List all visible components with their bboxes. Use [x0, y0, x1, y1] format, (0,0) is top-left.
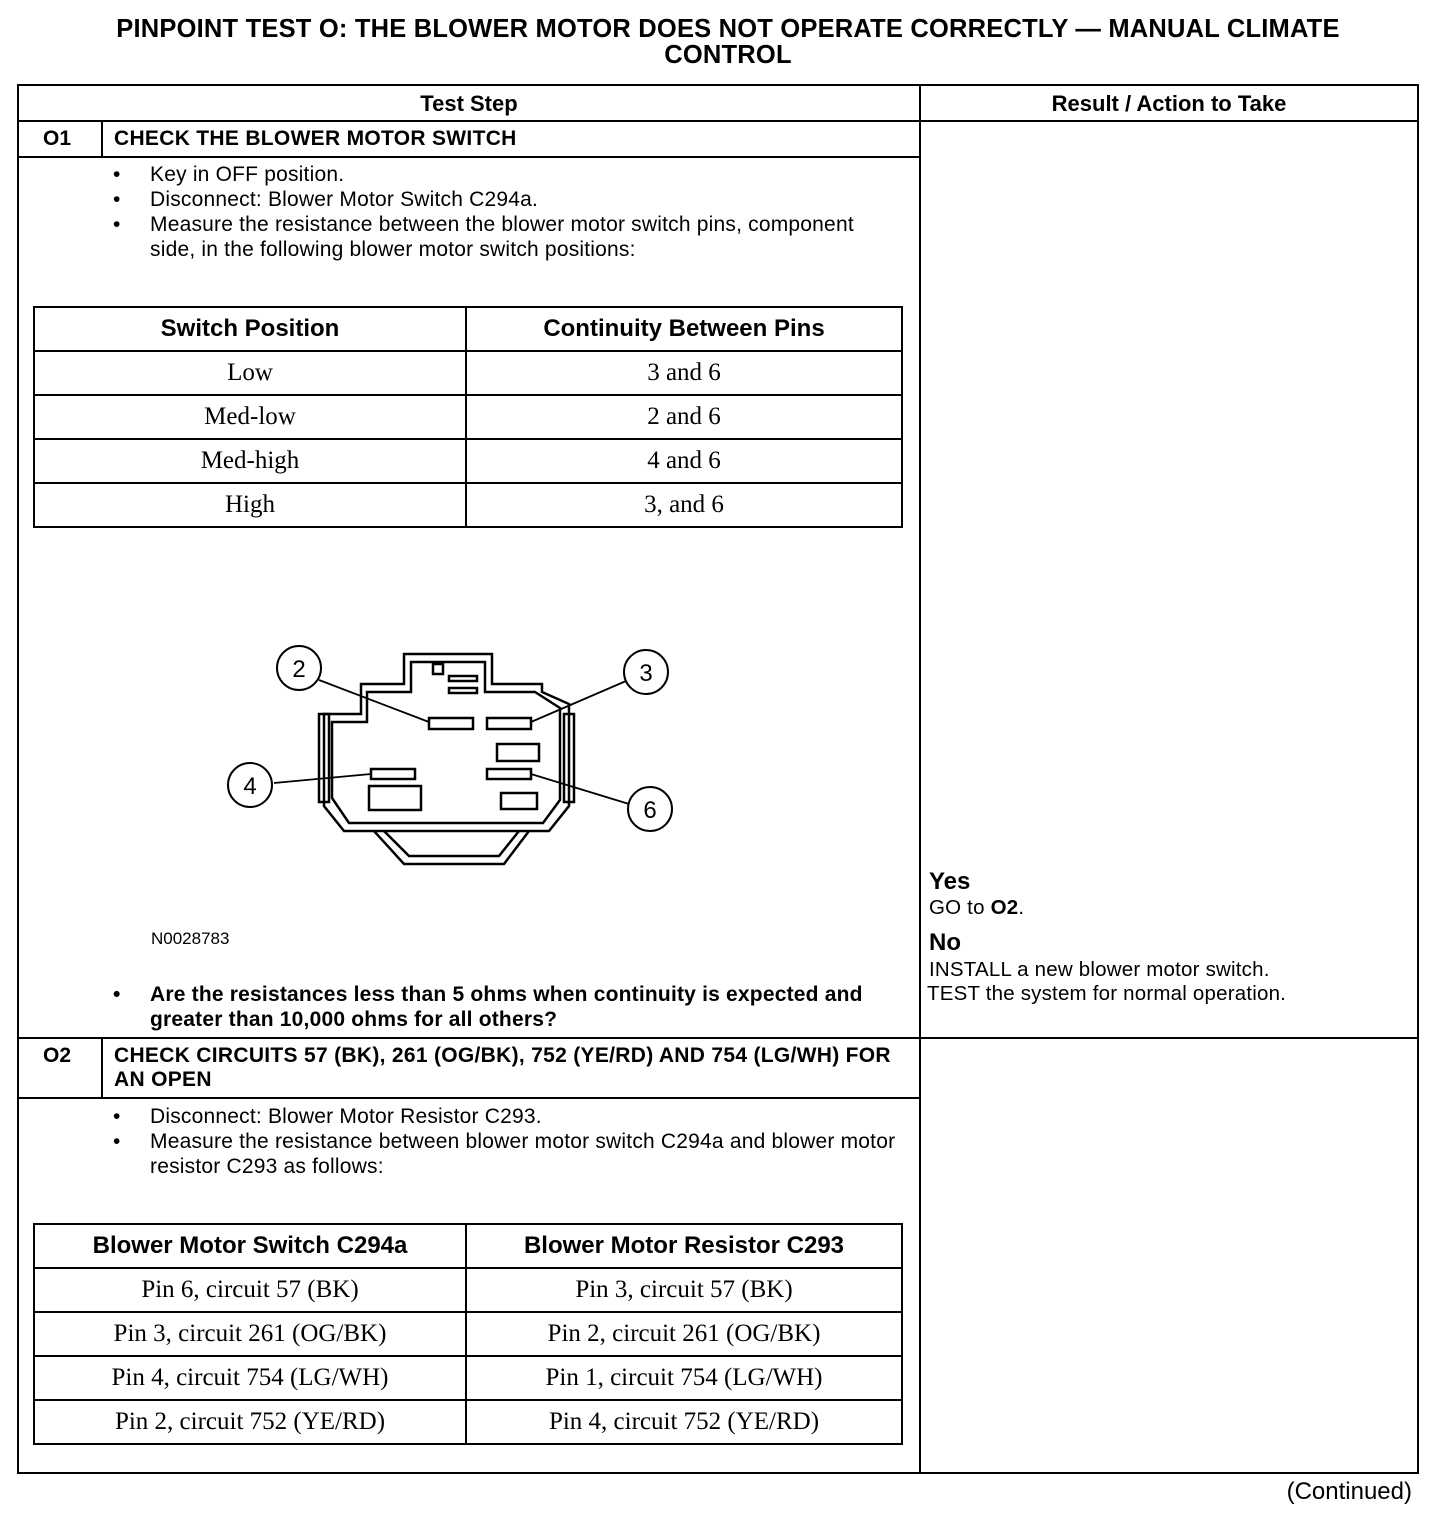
- result-yes-action-target: O2: [990, 896, 1019, 919]
- step-o1-bullet: • Disconnect: Blower Motor Switch C294a.: [113, 187, 893, 212]
- header-result: Result / Action to Take: [1051, 91, 1287, 116]
- result-no-label: No: [929, 929, 961, 956]
- column-header: Blower Motor Resistor C293: [466, 1224, 902, 1268]
- page-title-line-1: PINPOINT TEST O: THE BLOWER MOTOR DOES NOT OPERATE CORRECTLY — MANUAL CLIMATE: [116, 15, 1340, 43]
- callout-4: [228, 763, 272, 807]
- result-yes-label: Yes: [929, 868, 971, 895]
- header-test-step: Test Step: [420, 91, 518, 116]
- column-divider: [919, 86, 921, 1472]
- result-yes-action: [929, 896, 1024, 920]
- page-title-line-2: CONTROL: [664, 41, 792, 69]
- table-cell: Pin 4, circuit 752 (YE/RD): [466, 1400, 902, 1444]
- step-o2-bullets: [113, 1104, 903, 1179]
- page-title: [20, 16, 1436, 68]
- step-o2-bullet: • Disconnect: Blower Motor Resistor C293.: [113, 1104, 903, 1129]
- result-no-line-2: TEST the system for normal operation.: [927, 982, 1287, 1005]
- step-o1-bullet: • Key in OFF position.: [113, 162, 893, 187]
- table-cell: Med-low: [34, 395, 466, 439]
- table-row: [34, 1268, 902, 1312]
- step-o2-bullet: • Measure the resistance between blower motor switch C294a and blower motor resistor C293 as follows:: [113, 1129, 903, 1179]
- callout-6: [628, 787, 672, 831]
- callout-3: [624, 650, 668, 694]
- table-cell: Pin 3, circuit 57 (BK): [466, 1268, 902, 1312]
- table-cell: Pin 2, circuit 261 (OG/BK): [466, 1312, 902, 1356]
- column-header: Blower Motor Switch C294a: [34, 1224, 466, 1268]
- column-header: Switch Position: [34, 307, 466, 351]
- table-cell: 2 and 6: [466, 395, 902, 439]
- callout-2: [277, 646, 321, 690]
- table-cell: Low: [34, 351, 466, 395]
- connector-diagram: [19, 86, 919, 1046]
- table-row: [34, 1312, 902, 1356]
- table-cell: Pin 6, circuit 57 (BK): [34, 1268, 466, 1312]
- table-cell: Pin 3, circuit 261 (OG/BK): [34, 1312, 466, 1356]
- callout-3-label: 3: [639, 660, 653, 687]
- result-yes-action-text: GO to: [929, 896, 991, 919]
- step-o1-bullet: • Measure the resistance between the blower motor switch pins, component side, in the following blower motor switch positions:: [113, 212, 893, 262]
- callout-2-label: 2: [292, 656, 306, 683]
- step-o2-divider: [19, 1037, 1417, 1039]
- figure-id: N0028783: [151, 929, 230, 948]
- callout-leaders: [274, 680, 629, 804]
- table-cell: 3, and 6: [466, 483, 902, 527]
- step-o2-title-divider: [19, 1097, 919, 1099]
- table-cell: Med-high: [34, 439, 466, 483]
- result-yes-action-suffix: .: [1018, 896, 1025, 919]
- step-o2-number-divider: [101, 1039, 103, 1097]
- table-cell: 4 and 6: [466, 439, 902, 483]
- callout-4-label: 4: [243, 773, 257, 800]
- circuit-table: [33, 1223, 903, 1445]
- step-o2-title: CHECK CIRCUITS 57 (BK), 261 (OG/BK), 752 (YE/RD) AND 754 (LG/WH) FOR AN OPEN: [114, 1044, 891, 1091]
- connector-body: [319, 654, 574, 864]
- step-o1-number: O1: [43, 127, 72, 150]
- table-cell: High: [34, 483, 466, 527]
- column-header: Continuity Between Pins: [466, 307, 902, 351]
- table-cell: Pin 2, circuit 752 (YE/RD): [34, 1400, 466, 1444]
- table-cell: Pin 4, circuit 754 (LG/WH): [34, 1356, 466, 1400]
- callout-6-label: 6: [643, 797, 657, 824]
- step-o1-question: [113, 982, 903, 1032]
- step-o1-title: CHECK THE BLOWER MOTOR SWITCH: [114, 127, 517, 150]
- table-cell: Pin 1, circuit 754 (LG/WH): [466, 1356, 902, 1400]
- step-o1-question-text: • Are the resistances less than 5 ohms when continuity is expected and greater than 10,000 ohms for all others?: [113, 982, 903, 1032]
- result-no-line-1: INSTALL a new blower motor switch.: [929, 958, 1270, 981]
- continued-note: (Continued): [1286, 1478, 1412, 1505]
- table-header-row: [34, 1224, 902, 1268]
- table-cell: 3 and 6: [466, 351, 902, 395]
- pinpoint-test-table: [17, 84, 1419, 1474]
- step-o2-number: O2: [43, 1044, 72, 1067]
- table-row: [34, 1400, 902, 1444]
- table-row: [34, 1356, 902, 1400]
